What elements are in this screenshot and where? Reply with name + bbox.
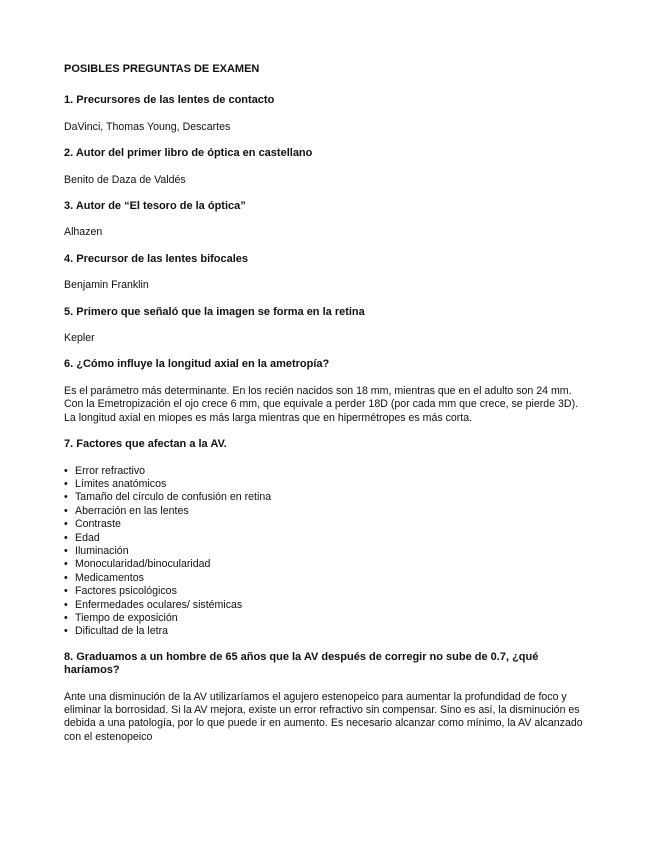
question-4: 4. Precursor de las lentes bifocales [64, 252, 249, 265]
answer-6: Es el parámetro más determinante. En los recién nacidos son 18 mm, mientras que en el adulto son 24 mm. Con la Emetropización el ojo crece 6 mm, que equivale a perder 18D (por cada mm que crece, se pierde 3D). La longitud axial en miopes es más larga mientras que en hipermétropes es más corta. [64, 384, 579, 424]
list-item: • Aberración en las lentes [64, 505, 584, 518]
list-item: • Medicamentos [64, 572, 584, 585]
document-title: POSIBLES PREGUNTAS DE EXAMEN [64, 63, 260, 75]
answer-5: Kepler [64, 332, 95, 345]
list-item: • Tamaño del círculo de confusión en retina [64, 491, 584, 504]
list-item: • Límites anatómicos [64, 478, 584, 491]
factors-list [64, 465, 584, 639]
answer-4: Benjamin Franklin [64, 279, 149, 292]
list-item: • Contraste [64, 518, 584, 531]
document-body [64, 63, 584, 757]
list-item: • Monocularidad/binocularidad [64, 558, 584, 571]
question-5: 5. Primero que señaló que la imagen se forma en la retina [64, 305, 365, 318]
answer-3: Alhazen [64, 226, 103, 239]
list-item: • Factores psicológicos [64, 585, 584, 598]
question-3: 3. Autor de “El tesoro de la óptica” [64, 200, 246, 213]
list-item: • Error refractivo [64, 465, 584, 478]
question-1: 1. Precursores de las lentes de contacto [64, 94, 275, 107]
answer-2: Benito de Daza de Valdés [64, 173, 186, 186]
question-8: 8. Graduamos a un hombre de 65 años que la AV después de corregir no sube de 0.7, ¿qué haríamos? [64, 650, 539, 677]
list-item: • Dificultad de la letra [64, 625, 584, 638]
list-item: • Enfermedades oculares/ sistémicas [64, 599, 584, 612]
list-item: • Tiempo de exposición [64, 612, 584, 625]
answer-8: Ante una disminución de la AV utilizaríamos el agujero estenopeico para aumentar la profundidad de foco y eliminar la borrosidad. Si la AV mejora, existe un error refractivo sin compensar. Sino es así, la disminución es debida a una patología, por lo que puede ir en aumento. Es necesario alcanzar como mínimo, la AV alcanzado con el estenopeico [64, 690, 583, 743]
question-6: 6. ¿Cómo influye la longitud axial en la ametropía? [64, 358, 330, 371]
list-item: • Edad [64, 532, 584, 545]
question-7: 7. Factores que afectan a la AV. [64, 438, 227, 451]
list-item: • Iluminación [64, 545, 584, 558]
answer-1: DaVinci, Thomas Young, Descartes [64, 120, 231, 133]
question-2: 2. Autor del primer libro de óptica en castellano [64, 147, 313, 160]
